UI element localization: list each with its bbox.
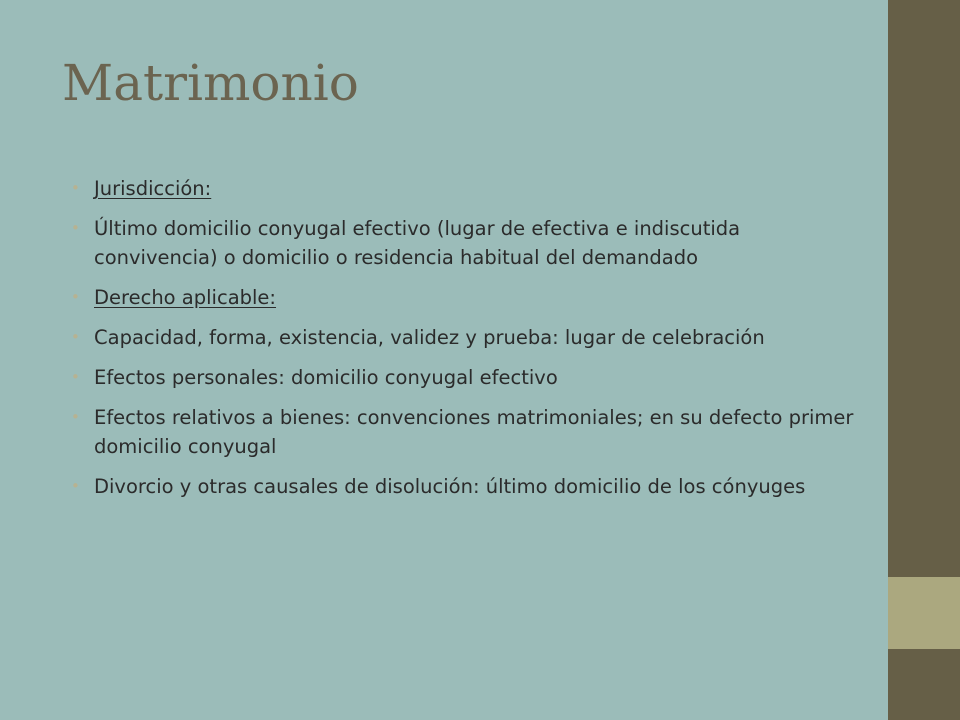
- bullet-icon: •: [71, 328, 80, 346]
- bullet-item-ultimo-domicilio: [70, 214, 860, 272]
- bullet-text: Efectos relativos a bienes: convenciones matrimoniales; en su defecto primer domicilio conyugal: [94, 406, 854, 458]
- bullet-text: Último domicilio conyugal efectivo (lugar de efectiva e indiscutida convivencia) o domicilio o residencia habitual del demandado: [94, 217, 741, 269]
- bullet-item-capacidad: [70, 323, 860, 352]
- bullet-icon: •: [71, 288, 80, 306]
- bullet-text: Efectos personales: domicilio conyugal efectivo: [94, 366, 558, 389]
- bullet-icon: •: [71, 179, 80, 197]
- bullet-text: Capacidad, forma, existencia, validez y prueba: lugar de celebración: [94, 326, 765, 349]
- bullet-icon: •: [71, 219, 80, 237]
- bullet-icon: •: [71, 477, 80, 495]
- bullet-list: [70, 174, 860, 512]
- bullet-text: Jurisdicción:: [94, 177, 212, 200]
- side-accent-block: [888, 577, 960, 649]
- bullet-icon: •: [71, 368, 80, 386]
- slide-title: Matrimonio: [62, 54, 359, 112]
- bullet-item-efectos-bienes: [70, 403, 860, 461]
- bullet-item-jurisdiccion-heading: [70, 174, 860, 203]
- bullet-item-efectos-personales: [70, 363, 860, 392]
- bullet-item-derecho-aplicable-heading: [70, 283, 860, 312]
- bullet-icon: •: [71, 408, 80, 426]
- bullet-text: Derecho aplicable:: [94, 286, 277, 309]
- bullet-item-divorcio: [70, 472, 860, 501]
- bullet-text: Divorcio y otras causales de disolución: último domicilio de los cónyuges: [94, 475, 806, 498]
